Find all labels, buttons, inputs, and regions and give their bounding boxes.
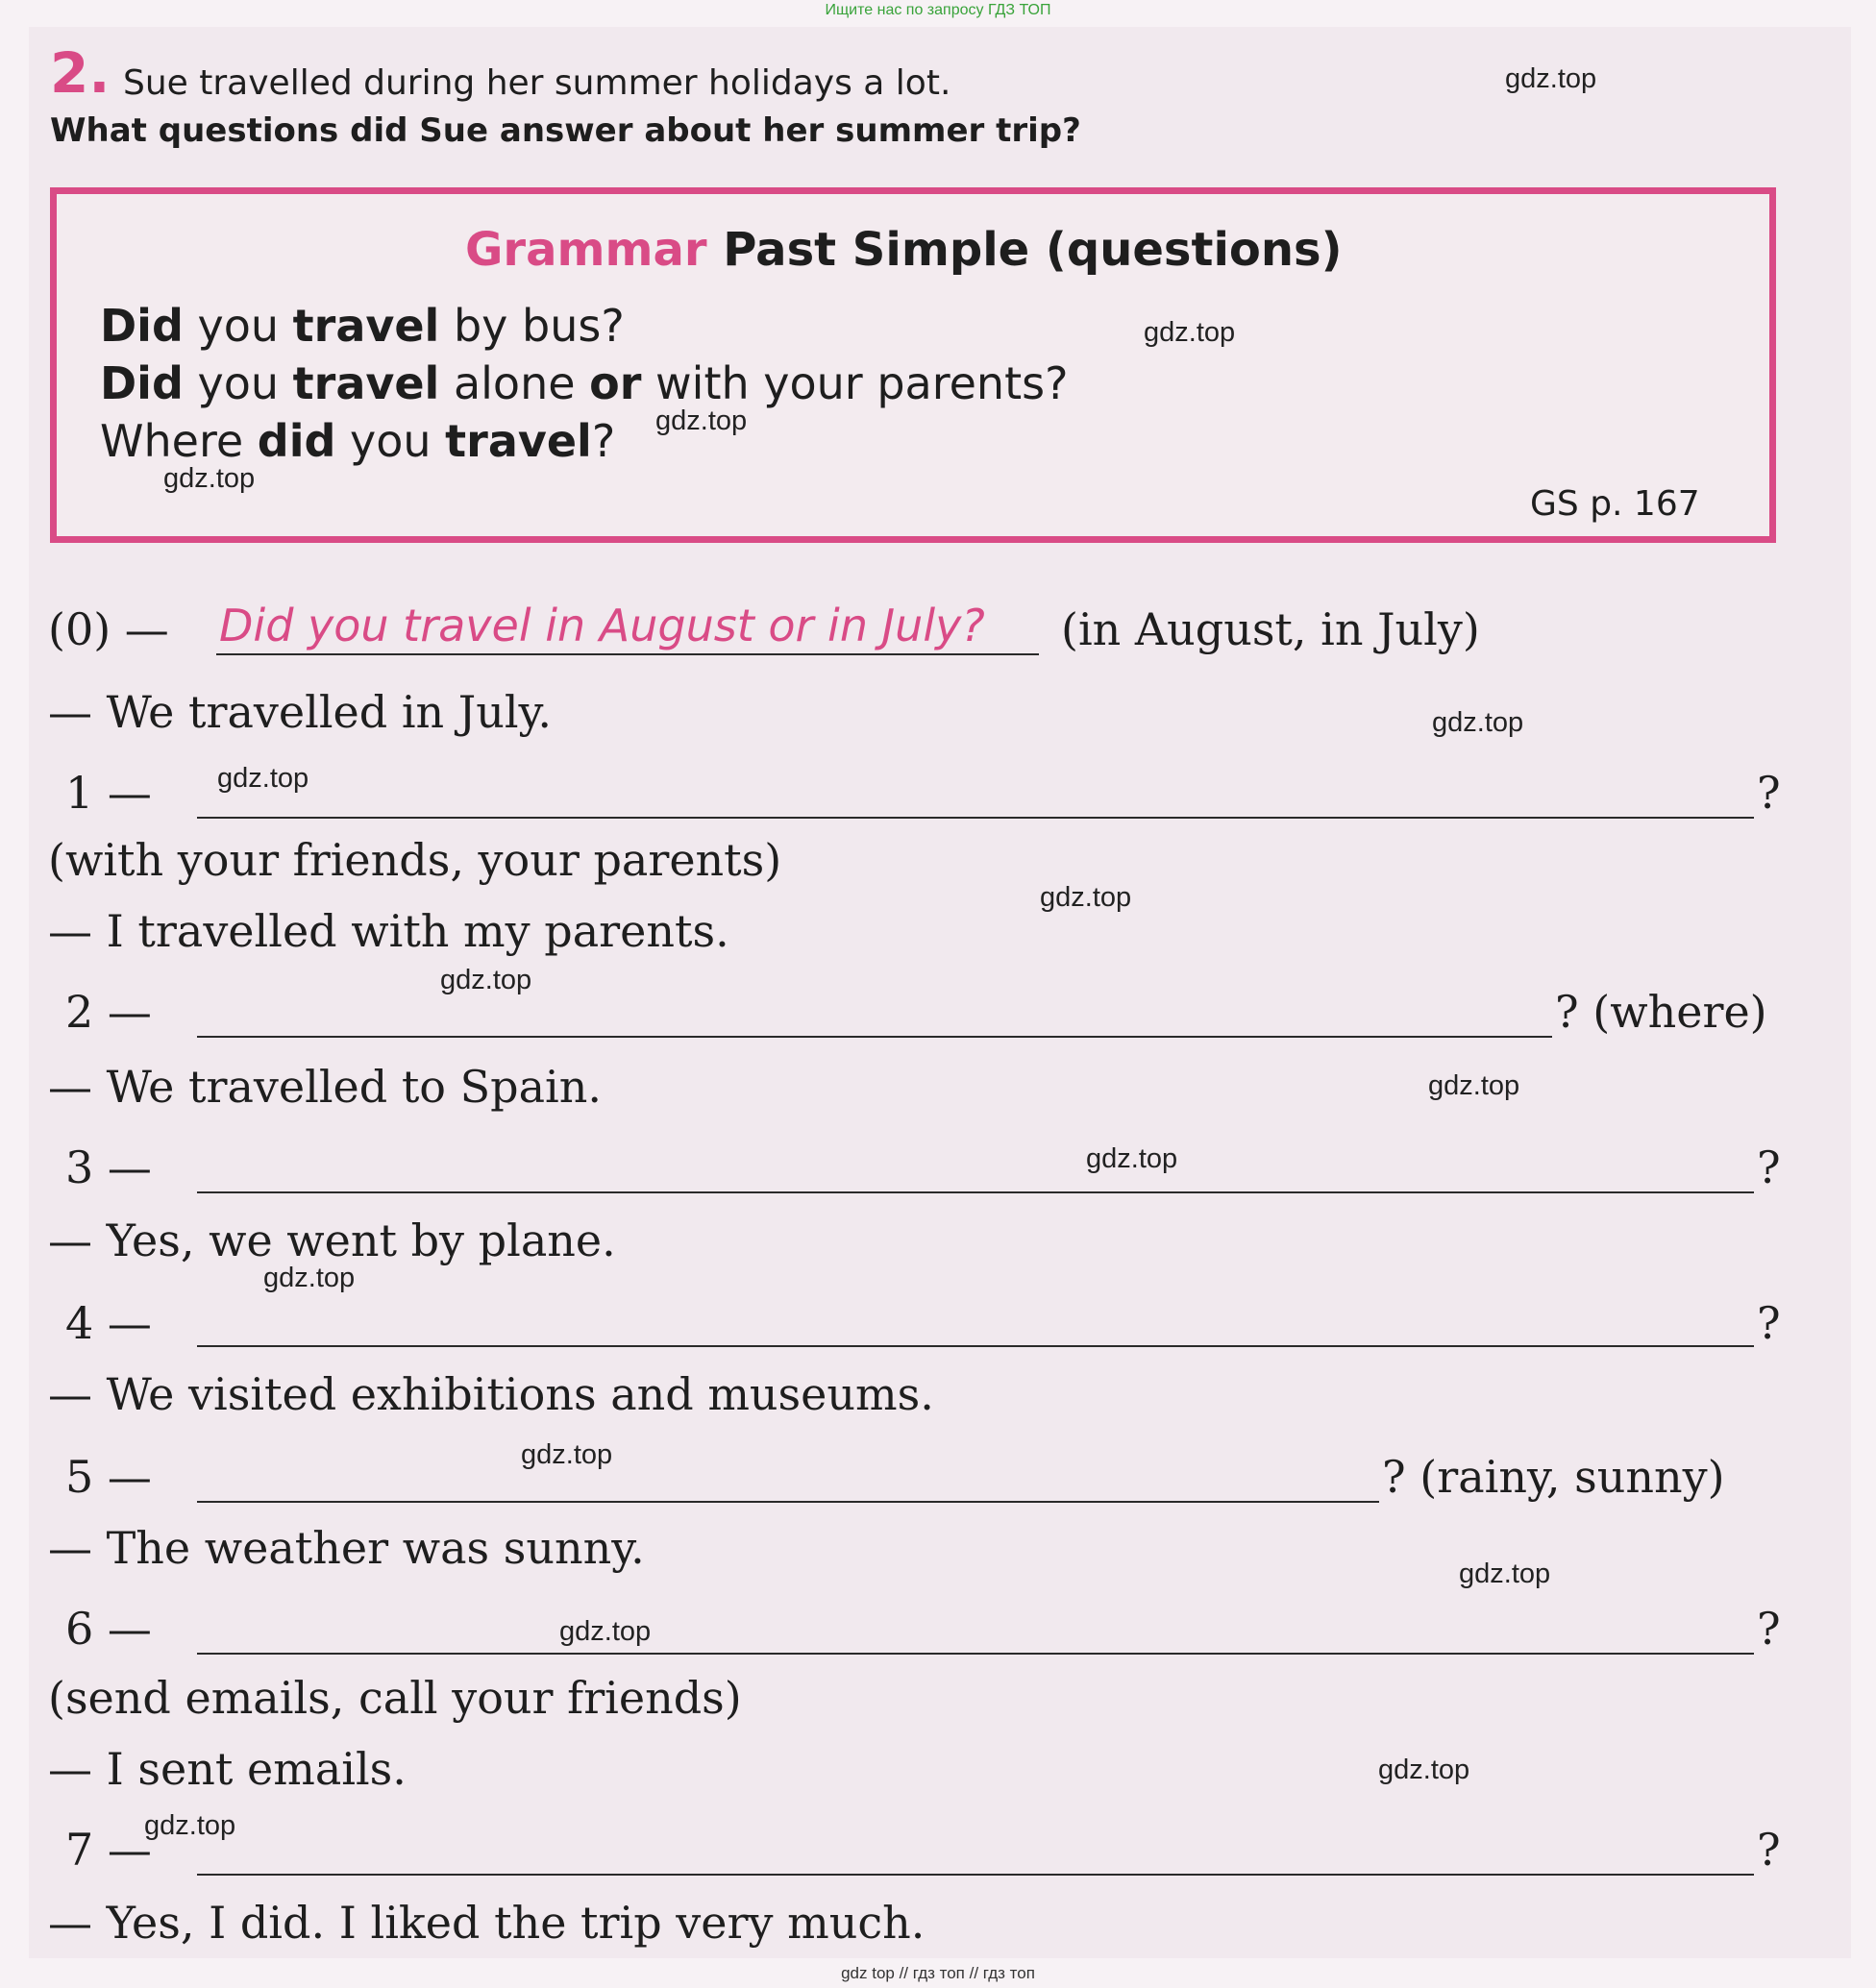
item-5-answer-line[interactable] — [197, 1501, 1379, 1503]
item-3-reply: — Yes, we went by plane. — [48, 1215, 616, 1266]
item-6-answer-line[interactable] — [197, 1653, 1754, 1655]
watermark: gdz.top — [263, 1263, 356, 1293]
watermark: gdz.top — [655, 405, 748, 436]
watermark: gdz.top — [559, 1616, 652, 1647]
item-2-end: ? (where) — [1555, 986, 1767, 1038]
grammar-example-1: Did you travel by bus? — [100, 300, 625, 352]
item-4-answer-line[interactable] — [197, 1345, 1754, 1347]
item-7-end: ? — [1757, 1824, 1781, 1876]
top-banner[interactable]: Ищите нас по запросу ГДЗ ТОП — [825, 2, 1051, 18]
item-3-end: ? — [1757, 1141, 1781, 1193]
grammar-example-2: Did you travel alone or with your parents? — [100, 357, 1069, 409]
exercise-title: Sue travelled during her summer holidays a lot. — [123, 63, 951, 103]
grammar-heading — [465, 223, 1343, 277]
item-0-answer: Did you travel in August or in July? — [219, 600, 985, 651]
watermark: gdz.top — [521, 1439, 613, 1470]
item-6-reply: — I sent emails. — [48, 1743, 407, 1795]
watermark: gdz.top — [1144, 317, 1236, 348]
item-2-answer-line[interactable] — [197, 1036, 1552, 1038]
watermark: gdz.top — [440, 965, 532, 995]
watermark: gdz.top — [1432, 707, 1524, 738]
bottom-banner[interactable]: gdz top // гдз топ // гдз топ — [841, 1964, 1035, 1982]
watermark: gdz.top — [1505, 63, 1597, 94]
item-4-number: 4 — — [65, 1297, 152, 1349]
item-7-reply: — Yes, I did. I liked the trip very much. — [48, 1897, 926, 1949]
item-6-hint: (send emails, call your friends) — [48, 1672, 742, 1724]
item-2-reply: — We travelled to Spain. — [48, 1061, 602, 1113]
item-5-end: ? (rainy, sunny) — [1382, 1451, 1725, 1503]
item-0-number: (0) — — [48, 603, 169, 655]
item-1-number: 1 — — [65, 767, 152, 819]
item-5-number: 5 — — [65, 1451, 152, 1503]
grammar-topic: Past Simple (questions) — [723, 223, 1343, 277]
item-1-end: ? — [1757, 767, 1781, 819]
exercise-instruction: What questions did Sue answer about her summer trip? — [50, 111, 1081, 150]
item-4-reply: — We visited exhibitions and museums. — [48, 1368, 934, 1420]
item-4-end: ? — [1757, 1297, 1781, 1349]
item-7-number: 7 — — [65, 1824, 152, 1876]
item-2-number: 2 — — [65, 986, 152, 1038]
watermark: gdz.top — [1428, 1070, 1520, 1101]
item-1-reply: — I travelled with my parents. — [48, 905, 729, 957]
grammar-example-3: Where did you travel? — [100, 415, 616, 467]
grammar-label: Grammar — [465, 223, 707, 277]
item-0-answer-line — [216, 653, 1039, 655]
watermark: gdz.top — [1378, 1755, 1470, 1785]
item-1-answer-line[interactable] — [197, 817, 1754, 819]
item-6-number: 6 — — [65, 1603, 152, 1655]
item-3-number: 3 — — [65, 1141, 152, 1193]
watermark: gdz.top — [1040, 882, 1132, 913]
item-3-answer-line[interactable] — [197, 1191, 1754, 1193]
watermark: gdz.top — [1459, 1558, 1551, 1589]
item-1-hint: (with your friends, your parents) — [48, 834, 782, 886]
item-0-hint: (in August, in July) — [1061, 603, 1480, 655]
item-7-answer-line[interactable] — [197, 1874, 1754, 1876]
item-0-reply: — We travelled in July. — [48, 686, 553, 738]
watermark: gdz.top — [163, 463, 256, 494]
watermark: gdz.top — [144, 1810, 236, 1841]
item-6-end: ? — [1757, 1603, 1781, 1655]
item-5-reply: — The weather was sunny. — [48, 1522, 645, 1574]
watermark: gdz.top — [1086, 1143, 1178, 1174]
watermark: gdz.top — [217, 763, 309, 794]
grammar-reference: GS p. 167 — [1530, 484, 1700, 524]
exercise-number: 2. — [50, 40, 111, 106]
